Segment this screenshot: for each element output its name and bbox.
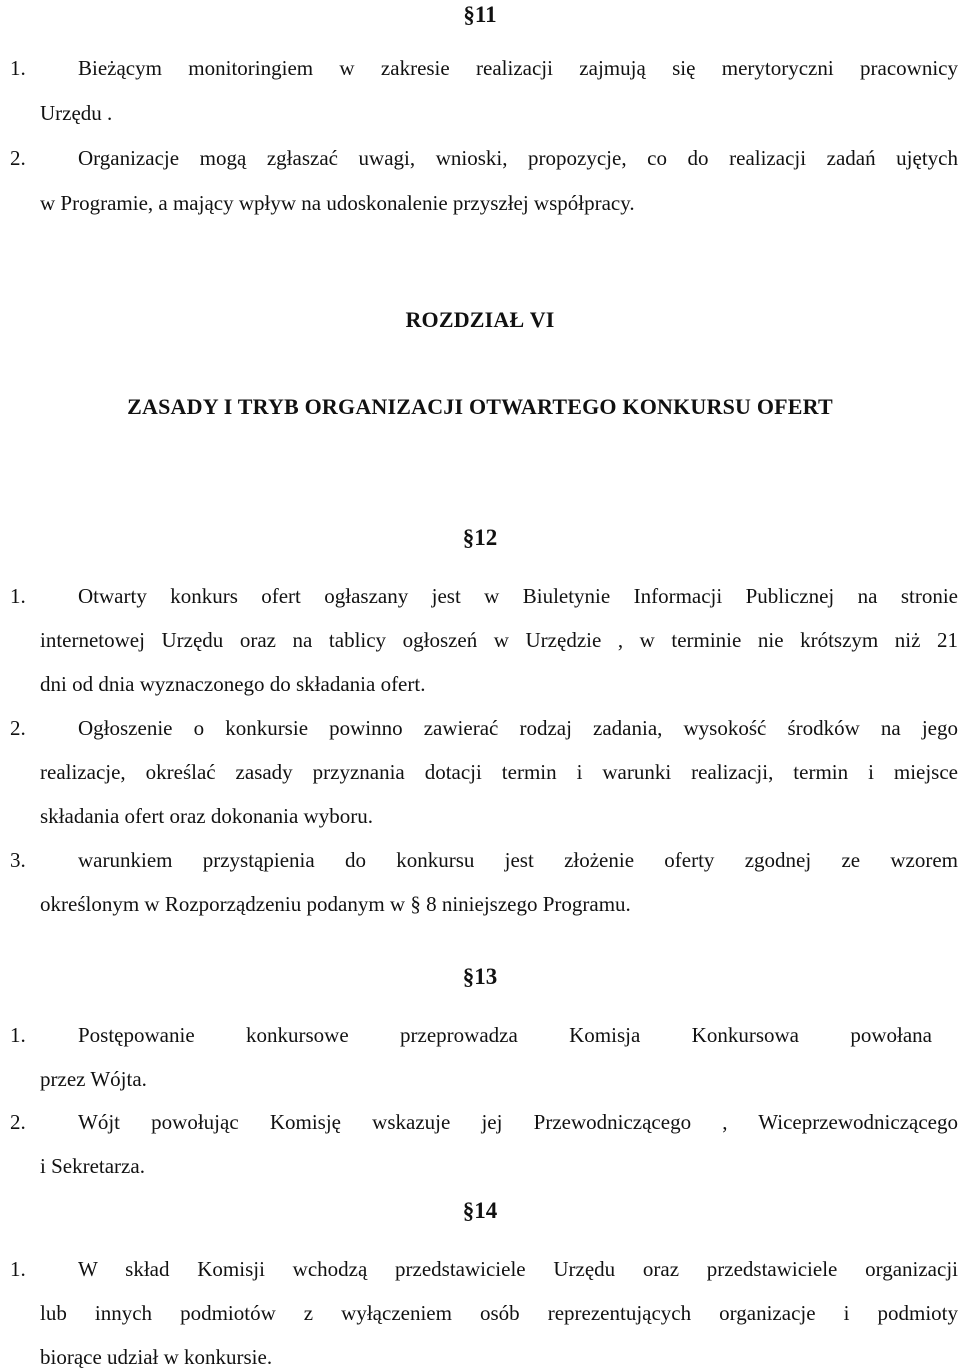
paragraph-mark-12: §12: [462, 525, 498, 550]
item-text-line: Ogłoszenie o konkursie powinno zawierać rodzaj zadania, wysokość środków na jego: [78, 716, 958, 740]
item-text-line: Urzędu .: [40, 101, 113, 125]
item-text-line: dni od dnia wyznaczonego do składania ofert.: [40, 672, 426, 696]
item-text-line: Postępowanie konkursowe przeprowadza Komisja Konkursowa powołana: [78, 1023, 932, 1047]
paragraph-number: 12: [474, 525, 498, 550]
paragraph-number: 13: [474, 964, 498, 989]
item-text-line: określonym w Rozporządzeniu podanym w § 8 niniejszego Programu.: [40, 892, 631, 916]
item-number: 2.: [10, 716, 26, 740]
item-text-line: internetowej Urzędu oraz na tablicy ogłoszeń w Urzędzie , w terminie nie krótszym niż 21: [40, 628, 958, 652]
item-text-line: przez Wójta.: [40, 1067, 147, 1091]
paragraph-mark-11: §11: [463, 2, 497, 27]
item-number: 3.: [10, 848, 26, 872]
item-number: 2.: [10, 1110, 26, 1134]
item-text-line: warunkiem przystąpienia do konkursu jest złożenie oferty zgodnej ze wzorem: [78, 848, 958, 872]
item-text-line: Otwarty konkurs ofert ogłaszany jest w Biuletynie Informacji Publicznej na stronie: [78, 584, 958, 608]
item-text-line: W skład Komisji wchodzą przedstawiciele Urzędu oraz przedstawiciele organizacji: [78, 1257, 958, 1281]
item-number: 1.: [10, 56, 26, 80]
item-number: 1.: [10, 584, 26, 608]
item-number: 1.: [10, 1257, 26, 1281]
item-text-line: składania ofert oraz dokonania wyboru.: [40, 804, 373, 828]
item-text-line: w Programie, a mający wpływ na udoskonalenie przyszłej współpracy.: [40, 191, 635, 215]
item-text-line: realizacje, określać zasady przyznania dotacji termin i warunki realizacji, termin i miejsce: [40, 760, 958, 784]
chapter-subtitle: ZASADY I TRYB ORGANIZACJI OTWARTEGO KONKURSU OFERT: [127, 394, 833, 419]
item-text-line: Bieżącym monitoringiem w zakresie realizacji zajmują się merytoryczni pracownicy: [78, 56, 958, 80]
paragraph-mark-14: §14: [462, 1198, 498, 1223]
item-text-line: i Sekretarza.: [40, 1154, 145, 1178]
paragraph-mark-13: §13: [462, 964, 498, 989]
item-text-line: lub innych podmiotów z wyłączeniem osób reprezentujących organizacje i podmioty: [40, 1301, 958, 1325]
chapter-title: ROZDZIAŁ VI: [405, 307, 555, 332]
item-number: 2.: [10, 146, 26, 170]
item-number: 1.: [10, 1023, 26, 1047]
item-text-line: Wójt powołując Komisję wskazuje jej Przewodniczącego , Wiceprzewodniczącego: [78, 1110, 958, 1134]
paragraph-number: 14: [474, 1198, 498, 1223]
item-text-line: biorące udział w konkursie.: [40, 1345, 273, 1369]
item-text-line: Organizacje mogą zgłaszać uwagi, wnioski, propozycje, co do realizacji zadań ujętych: [78, 146, 958, 170]
paragraph-number: 11: [474, 2, 497, 27]
